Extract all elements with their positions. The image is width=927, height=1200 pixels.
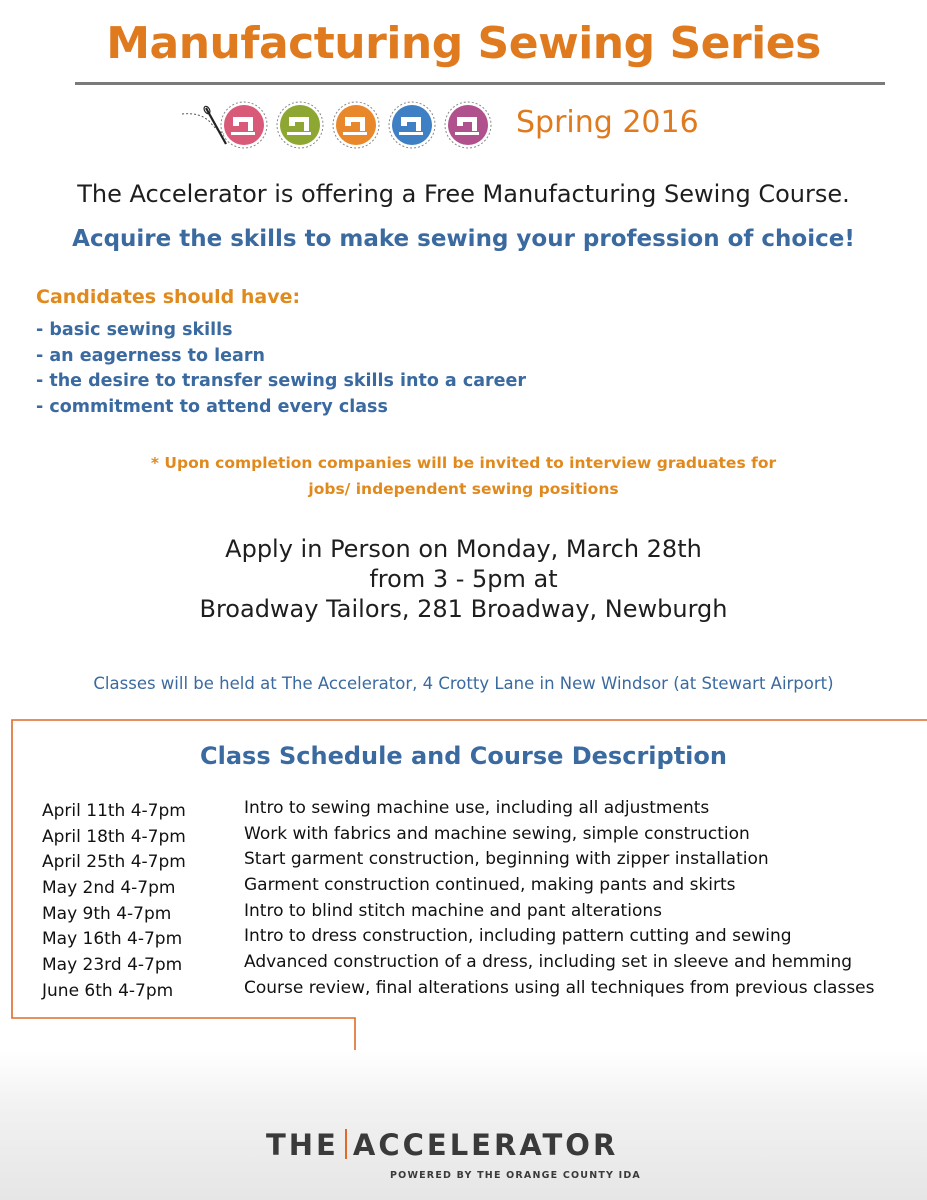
logo-divider (345, 1129, 347, 1159)
list-item: - commitment to attend every class (36, 396, 388, 417)
list-item: - an eagerness to learn (36, 345, 265, 366)
logo-text-left: THE (266, 1128, 339, 1162)
class-description: Start garment construction, beginning with zipper installation (244, 849, 769, 870)
table-row (42, 952, 922, 978)
table-row (42, 798, 922, 824)
class-description: Garment construction continued, making pants and skirts (244, 875, 736, 896)
apply-line: Broadway Tailors, 281 Broadway, Newburgh (199, 595, 728, 623)
schedule-heading: Class Schedule and Course Description (200, 742, 727, 770)
class-date: May 2nd 4-7pm (42, 878, 176, 899)
class-description: Intro to blind stitch machine and pant alterations (244, 900, 662, 921)
table-row (42, 875, 922, 901)
candidates-heading: Candidates should have: (36, 286, 301, 308)
class-description: Intro to sewing machine use, including all adjustments (244, 798, 710, 818)
class-date: June 6th 4-7pm (42, 980, 174, 1001)
class-description: Work with fabrics and machine sewing, simple construction (244, 823, 750, 844)
table-row (42, 978, 922, 1004)
class-date: May 9th 4-7pm (42, 903, 172, 924)
note-line: * Upon completion companies will be invited to interview graduates for (150, 454, 777, 472)
offer-text: The Accelerator is offering a Free Manufacturing Sewing Course. (77, 180, 850, 208)
class-description: Advanced construction of a dress, including set in sleeve and hemming (244, 952, 853, 973)
class-date: April 25th 4-7pm (42, 852, 186, 873)
tagline: Acquire the skills to make sewing your profession of choice! (72, 226, 855, 252)
list-item: - the desire to transfer sewing skills into a career (36, 371, 527, 391)
table-row (42, 849, 922, 875)
class-date: May 23rd 4-7pm (42, 955, 183, 976)
class-date: April 11th 4-7pm (42, 801, 186, 821)
note-line: jobs/ independent sewing positions (308, 480, 619, 498)
class-location: Classes will be held at The Accelerator, 4 Crotty Lane in New Windsor (at Stewart Airport) (93, 674, 834, 693)
class-description: Intro to dress construction, including pattern cutting and sewing (244, 926, 792, 947)
apply-line: Apply in Person on Monday, March 28th (225, 535, 702, 563)
apply-line: from 3 - 5pm at (369, 565, 558, 593)
logo-text-right: ACCELERATOR (352, 1128, 619, 1162)
list-item: - basic sewing skills (36, 320, 233, 340)
page-title: Manufacturing Sewing Series (106, 18, 821, 69)
table-row (42, 901, 922, 927)
class-description: Course review, final alterations using all techniques from previous classes (244, 977, 875, 998)
table-row (42, 824, 922, 850)
powered-by-text: POWERED BY THE ORANGE COUNTY IDA (390, 1170, 641, 1181)
schedule-table (42, 798, 922, 1004)
season-label: Spring 2016 (516, 105, 699, 140)
table-row (42, 926, 922, 952)
class-date: April 18th 4-7pm (42, 826, 186, 847)
class-date: May 16th 4-7pm (42, 929, 183, 950)
accelerator-logo (266, 1128, 618, 1162)
